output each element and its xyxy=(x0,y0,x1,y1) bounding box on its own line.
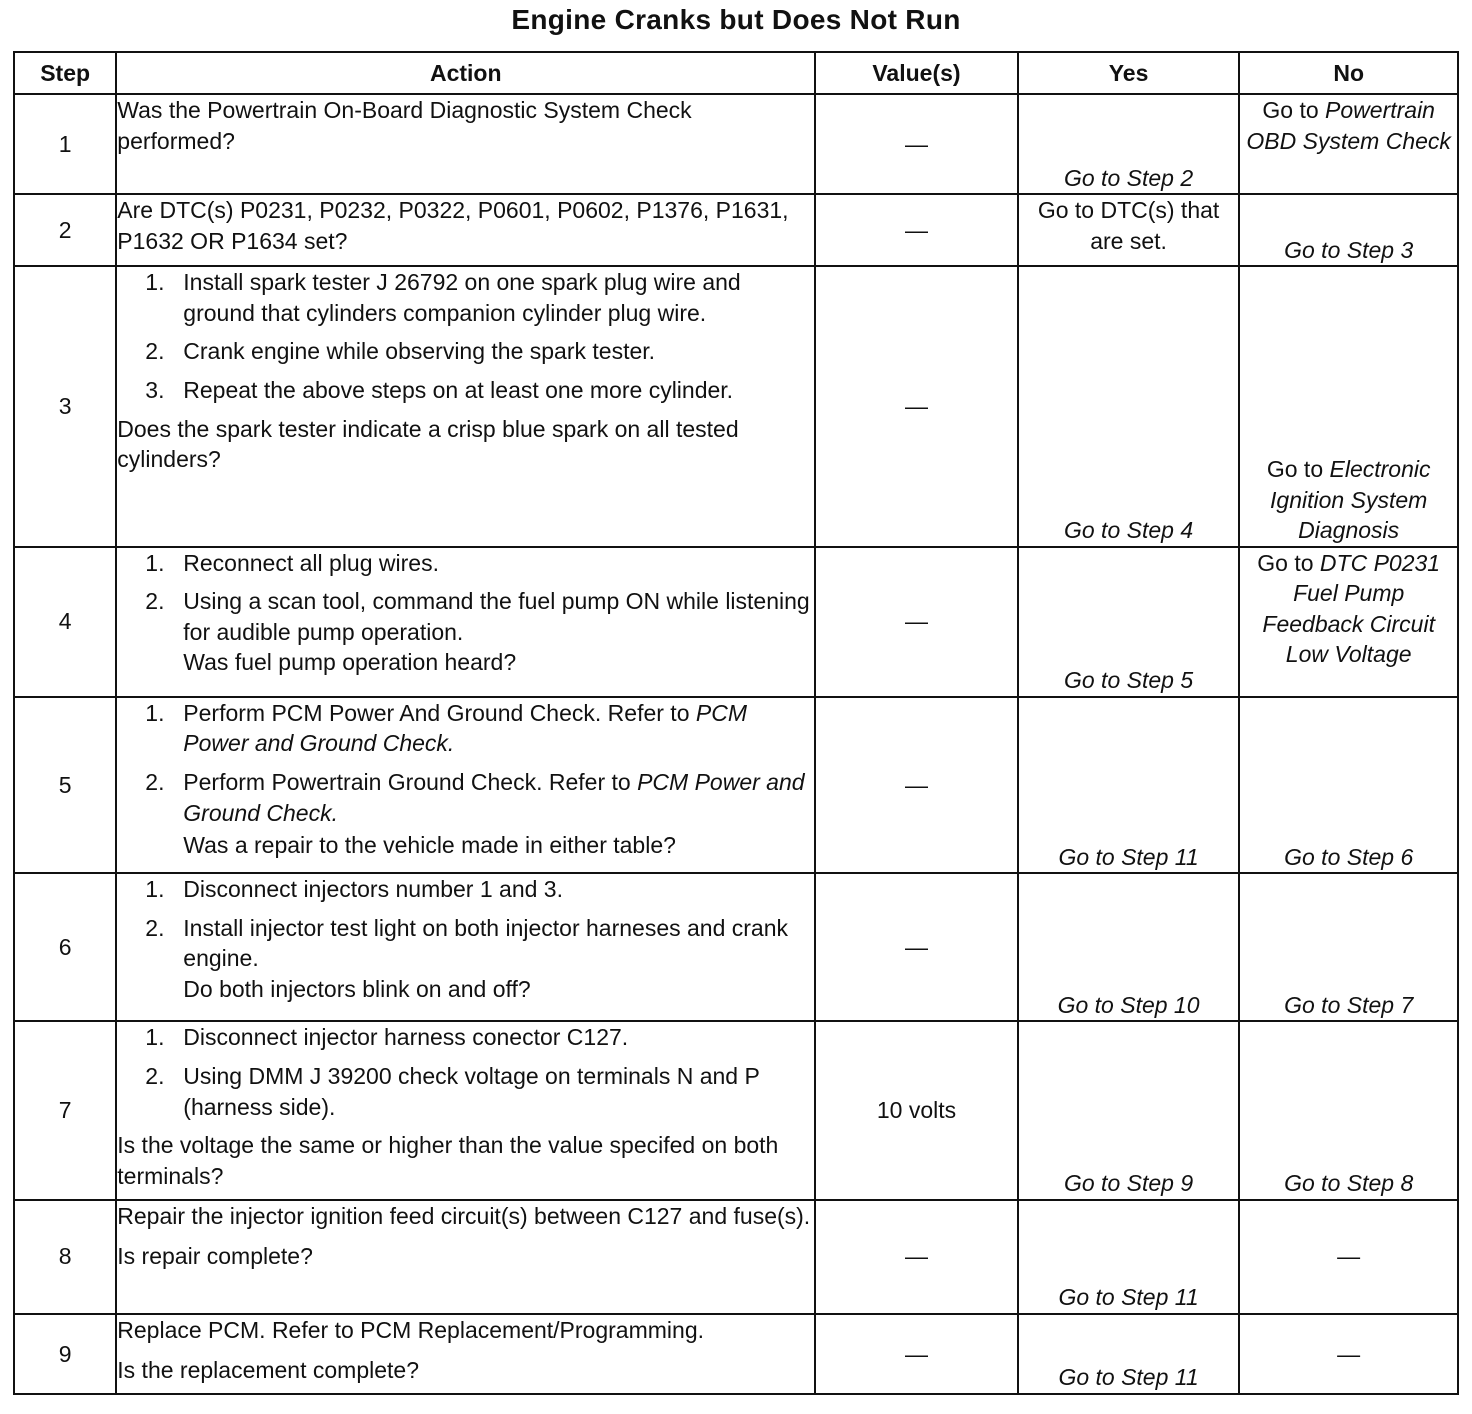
procedure-item: 2. Using a scan tool, command the fuel pump ON while listening for audible pump operation. xyxy=(145,588,810,645)
step-number: 9 xyxy=(14,1314,116,1394)
action-text: Was the Powertrain On-Board Diagnostic System Check performed? xyxy=(117,97,692,154)
action-cell xyxy=(116,873,815,1021)
yes-cell: Go to Step 11 xyxy=(1018,697,1240,873)
no-reference: Electronic Ignition System Diagnosis xyxy=(1270,455,1431,544)
page-title: Engine Cranks but Does Not Run xyxy=(511,4,961,35)
yes-cell: Go to Step 11 xyxy=(1018,1314,1240,1394)
no-prefix: Go to xyxy=(1262,97,1319,123)
no-prefix: Go to xyxy=(1266,455,1324,482)
action-question: Does the spark tester indicate a crisp blue spark on all tested cylinders? xyxy=(117,415,739,473)
action-question: Is the replacement complete? xyxy=(117,1357,419,1384)
value-cell: — xyxy=(815,1314,1018,1394)
procedure-item: 1. Disconnect injectors number 1 and 3. xyxy=(145,876,563,903)
no-cell xyxy=(1239,547,1458,697)
step-number: 8 xyxy=(14,1200,116,1314)
no-cell xyxy=(1239,94,1458,194)
value-cell: 10 volts xyxy=(815,1021,1018,1199)
no-cell: Go to Step 8 xyxy=(1239,1021,1458,1199)
no-cell: Go to Step 7 xyxy=(1239,873,1458,1021)
procedure-item: 1. Install spark tester J 26792 on one spark plug wire and ground that cylinders companion cylinder plug wire. xyxy=(145,269,741,326)
value-cell: — xyxy=(815,194,1018,266)
step-number: 5 xyxy=(14,697,116,873)
procedure-item: 1. Reconnect all plug wires. xyxy=(145,549,439,576)
action-cell xyxy=(116,547,815,697)
yes-cell: Go to Step 9 xyxy=(1018,1021,1240,1199)
no-prefix: Go to xyxy=(1257,549,1314,576)
table-row xyxy=(14,873,1458,1021)
yes-cell: Go to DTC(s) that are set. xyxy=(1018,194,1240,266)
reference-link: PCM Power and Ground Check. xyxy=(183,699,747,757)
step-number: 6 xyxy=(14,873,116,1021)
no-cell: — xyxy=(1239,1314,1458,1394)
table-row xyxy=(14,94,1458,194)
table-row xyxy=(14,547,1458,697)
action-cell xyxy=(116,697,815,873)
value-cell: — xyxy=(815,94,1018,194)
step-number: 7 xyxy=(14,1021,116,1199)
yes-cell: Go to Step 10 xyxy=(1018,873,1240,1021)
no-cell: — xyxy=(1239,1200,1458,1314)
action-cell xyxy=(116,266,815,546)
procedure-item: 2. Using DMM J 39200 check voltage on terminals N and P (harness side). xyxy=(145,1062,760,1120)
yes-cell: Go to Step 4 xyxy=(1018,266,1240,546)
value-cell: — xyxy=(815,697,1018,873)
procedure-list xyxy=(117,874,814,974)
procedure-list xyxy=(117,267,814,405)
action-cell xyxy=(116,1314,815,1394)
column-header-action: Action xyxy=(116,52,815,94)
table-row xyxy=(14,1200,1458,1314)
table-header-row xyxy=(14,52,1458,94)
procedure-list xyxy=(117,548,814,648)
action-cell xyxy=(116,1200,815,1314)
value-cell: — xyxy=(815,547,1018,697)
no-reference: Powertrain OBD System Check xyxy=(1246,97,1451,154)
step-number: 1 xyxy=(14,94,116,194)
action-cell xyxy=(116,194,815,266)
yes-cell: Go to Step 11 xyxy=(1018,1200,1240,1314)
action-question: Was a repair to the vehicle made in either table? xyxy=(183,832,676,859)
no-cell: Go to Step 6 xyxy=(1239,697,1458,873)
procedure-item: 1. Disconnect injector harness conector C127. xyxy=(145,1024,629,1051)
procedure-list xyxy=(117,698,814,828)
action-question: Was fuel pump operation heard? xyxy=(183,649,517,676)
yes-cell: Go to Step 2 xyxy=(1018,94,1240,194)
table-row xyxy=(14,194,1458,266)
action-question: Do both injectors blink on and off? xyxy=(183,975,531,1002)
action-text: Replace PCM. Refer to PCM Replacement/Programming. xyxy=(117,1316,704,1343)
procedure-item: 2. Perform Powertrain Ground Check. Refer to PCM Power and Ground Check. xyxy=(145,769,805,826)
step-number: 2 xyxy=(14,194,116,266)
table-row xyxy=(14,697,1458,873)
action-cell xyxy=(116,94,815,194)
no-cell xyxy=(1239,266,1458,546)
column-header-value: Value(s) xyxy=(815,52,1018,94)
step-number: 3 xyxy=(14,266,116,546)
diagnostic-table xyxy=(13,51,1459,1395)
procedure-item: 2. Install injector test light on both injector harneses and crank engine. xyxy=(145,914,789,972)
action-text: Are DTC(s) P0231, P0232, P0322, P0601, P0602, P1376, P1631, P1632 OR P1634 set? xyxy=(117,197,789,254)
yes-cell: Go to Step 5 xyxy=(1018,547,1240,697)
procedure-item: 3. Repeat the above steps on at least one more cylinder. xyxy=(145,376,734,403)
procedure-item: 2. Crank engine while observing the spark tester. xyxy=(145,338,656,365)
action-text: Repair the injector ignition feed circuit(s) between C127 and fuse(s). xyxy=(117,1202,811,1229)
action-cell xyxy=(116,1021,815,1199)
column-header-no: No xyxy=(1239,52,1458,94)
table-row xyxy=(14,266,1458,546)
no-reference: DTC P0231 Fuel Pump Feedback Circuit Low Voltage xyxy=(1262,549,1441,668)
action-question: Is the voltage the same or higher than the value specifed on both terminals? xyxy=(117,1132,779,1189)
procedure-list xyxy=(117,1022,814,1122)
value-cell: — xyxy=(815,873,1018,1021)
column-header-step: Step xyxy=(14,52,116,94)
value-cell: — xyxy=(815,266,1018,546)
table-row xyxy=(14,1314,1458,1394)
table-row xyxy=(14,1021,1458,1199)
column-header-yes: Yes xyxy=(1018,52,1240,94)
step-number: 4 xyxy=(14,547,116,697)
reference-link: PCM Power and Ground Check. xyxy=(183,769,805,826)
action-question: Is repair complete? xyxy=(117,1243,313,1270)
no-cell: Go to Step 3 xyxy=(1239,194,1458,266)
value-cell: — xyxy=(815,1200,1018,1314)
procedure-item: 1. Perform PCM Power And Ground Check. Refer to PCM Power and Ground Check. xyxy=(145,699,747,757)
